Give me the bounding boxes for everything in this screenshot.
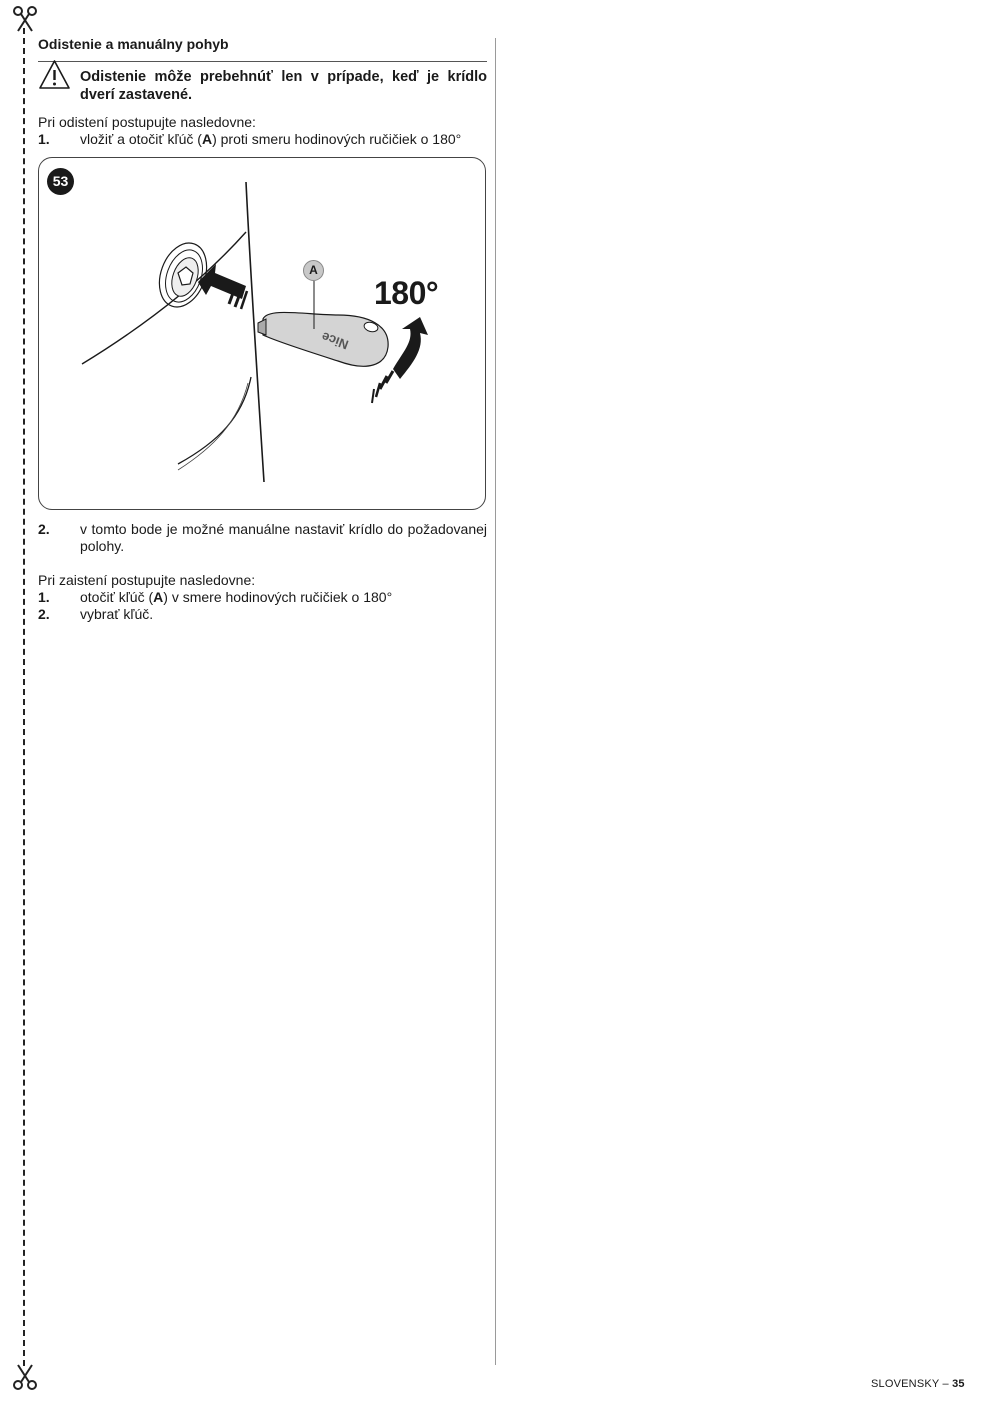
- step-number: 2.: [38, 521, 50, 537]
- step-number: 2.: [38, 606, 50, 622]
- column-divider: [495, 38, 496, 1365]
- page-number: 35: [952, 1378, 965, 1390]
- callout-label: A: [303, 260, 324, 281]
- figure-number-badge: 53: [47, 168, 74, 195]
- warning-icon: [38, 59, 71, 90]
- release-intro: Pri odistení postupujte nasledovne:: [38, 114, 256, 130]
- step-text: v tomto bode je možné manuálne nastaviť krídlo do požadovanej polohy.: [80, 521, 487, 554]
- warning-text: Odistenie môže prebehnúť len v prípade, keď je krídlo dverí zastavené.: [80, 69, 487, 103]
- lock-intro: Pri zaistení postupujte nasledovne:: [38, 572, 256, 588]
- step-text: vybrať kľúč.: [80, 606, 154, 622]
- section-title: Odistenie a manuálny pohyb: [38, 36, 229, 52]
- step-text: vložiť a otočiť kľúč (A) proti smeru hodinových ručičiek o 180°: [80, 131, 462, 147]
- title-rule: [38, 61, 487, 62]
- key-brand-label: Nice: [319, 329, 351, 353]
- scissors-icon: [10, 1362, 40, 1392]
- step-number: 1.: [38, 131, 50, 147]
- key-reference: A: [153, 589, 164, 605]
- page-footer: SLOVENSKY – 35: [871, 1378, 965, 1390]
- scissors-icon: [10, 4, 40, 34]
- key-release-illustration: [38, 157, 486, 510]
- key-reference: A: [201, 131, 213, 147]
- step-number: 1.: [38, 589, 50, 605]
- rotation-label: 180°: [374, 275, 439, 311]
- cut-line: [23, 28, 25, 1366]
- step-text: otočiť kľúč (A) v smere hodinových ručičiek o 180°: [80, 589, 393, 605]
